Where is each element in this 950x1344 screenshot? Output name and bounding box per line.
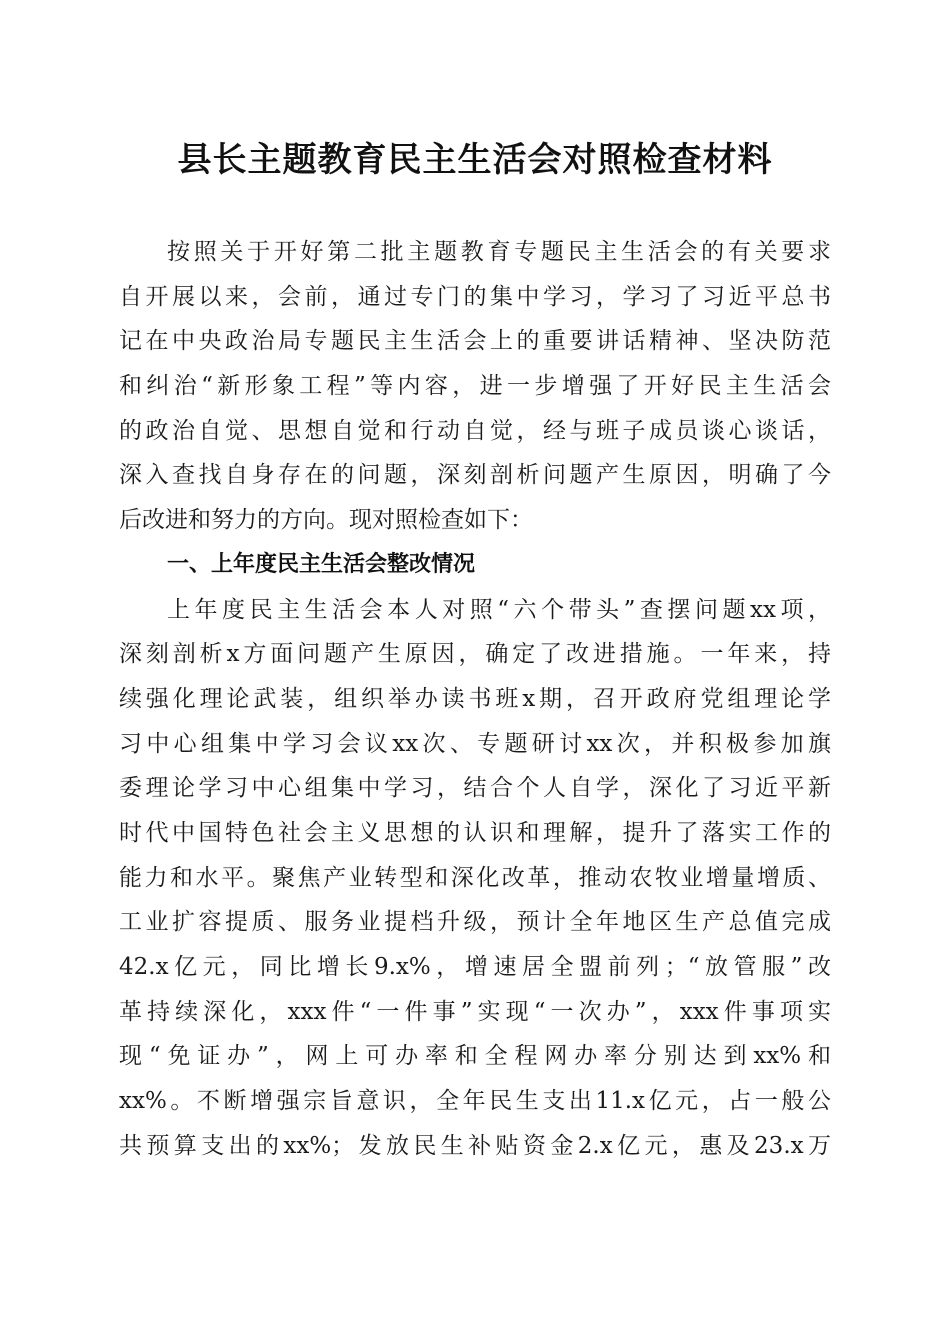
paragraph-2-line: 42.x亿元，同比增长9.x%，增速居全盟前列；“放管服”改 <box>119 954 831 980</box>
document-title: 县长主题教育民主生活会对照检查材料 <box>177 140 773 180</box>
paragraph-2-line: 共预算支出的xx%；发放民生补贴资金2.x亿元，惠及23.x万 <box>119 1132 831 1159</box>
paragraph-1-line: 和纠治“新形象工程”等内容，进一步增强了开好民主生活会 <box>119 373 831 400</box>
paragraph-2-line: 现“免证办”，网上可办率和全程网办率分别达到xx%和 <box>119 1043 831 1070</box>
paragraph-2-line: 习中心组集中学习会议xx次、专题研讨xx次，并积极参加旗 <box>119 730 831 757</box>
paragraph-2-line: 时代中国特色社会主义思想的认识和理解，提升了落实工作的 <box>119 819 831 846</box>
paragraph-1-line: 的政治自觉、思想自觉和行动自觉，经与班子成员谈心谈话， <box>119 417 831 444</box>
paragraph-2-line: 委理论学习中心组集中学习，结合个人自学，深化了习近平新 <box>119 775 831 802</box>
paragraph-2-line: xx%。不断增强宗旨意识，全年民生支出11.x亿元，占一般公 <box>119 1088 831 1115</box>
paragraph-2-line: 上年度民主生活会本人对照“六个带头”查摆问题xx项， <box>167 596 831 623</box>
paragraph-2-line: 革持续深化，xxx件“一件事”实现“一次办”，xxx件事项实 <box>119 998 831 1025</box>
section-1-heading: 一、上年度民主生活会整改情况 <box>167 551 476 577</box>
paragraph-2-line: 续强化理论武装，组织举办读书班x期，召开政府党组理论学 <box>119 685 831 712</box>
paragraph-2-line: 能力和水平。聚焦产业转型和深化改革，推动农牧业增量增质、 <box>119 864 831 891</box>
paragraph-1-line: 记在中央政治局专题民主生活会上的重要讲话精神、坚决防范 <box>119 328 831 355</box>
document-body <box>119 230 831 1168</box>
paragraph-1-line: 深入查找自身存在的问题，深刻剖析问题产生原因，明确了今 <box>119 462 831 489</box>
paragraph-2-line: 深刻剖析x方面问题产生原因，确定了改进措施。一年来，持 <box>119 641 831 668</box>
paragraph-1-line: 自开展以来，会前，通过专门的集中学习，学习了习近平总书 <box>119 283 831 310</box>
paragraph-1-line: 按照关于开好第二批主题教育专题民主生活会的有关要求 <box>167 239 831 265</box>
paragraph-1-line: 后改进和努力的方向。现对照检查如下： <box>119 507 533 534</box>
paragraph-2-line: 工业扩容提质、服务业提档升级，预计全年地区生产总值完成 <box>119 909 831 936</box>
